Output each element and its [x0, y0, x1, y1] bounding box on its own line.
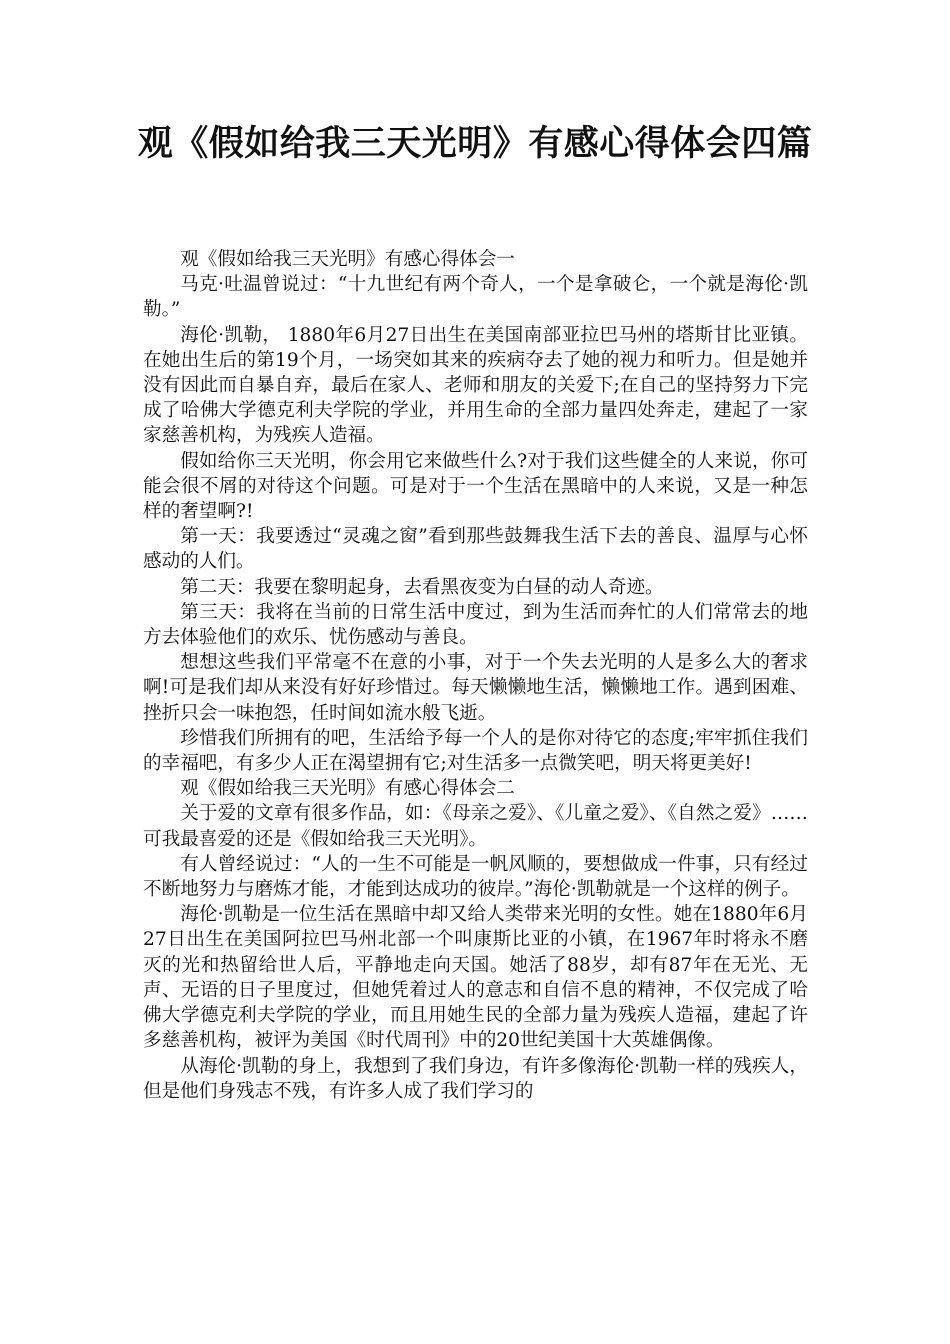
document-body: [143, 247, 808, 1104]
body-paragraph: 想想这些我们平常毫不在意的小事，对于一个失去光明的人是多么大的奢求啊!可是我们却从来没有好好珍惜过。每天懒懒地生活，懒懒地工作。遇到困难、挫折只会一味抱怨，任时间如流水般飞逝。: [143, 652, 808, 724]
body-paragraph: 珍惜我们所拥有的吧，生活给予每一个人的是你对待它的态度;牢牢抓住我们的幸福吧，有多少人正在渴望拥有它;对生活多一点微笑吧，明天将更美好!: [143, 727, 808, 775]
body-paragraph: 第一天：我要透过“灵魂之窗”看到那些鼓舞我生活下去的善良、温厚与心怀感动的人们。: [143, 526, 808, 573]
body-paragraph: 马克·吐温曾说过：“十九世纪有两个奇人，一个是拿破仑，一个就是海伦·凯勒。”: [143, 274, 808, 321]
section-heading: 观《假如给我三天光明》有感心得体会二: [180, 778, 515, 800]
body-paragraph: 有人曾经说过：“人的一生不可能是一帆风顺的，要想做成一件事，只有经过不断地努力与磨炼才能，才能到达成功的彼岸。”海伦·凯勒就是一个这样的例子。: [143, 853, 808, 901]
document-title: 观《假如给我三天光明》有感心得体会四篇: [137, 124, 813, 164]
body-paragraph: 第三天：我将在当前的日常生活中度过，到为生活而奔忙的人们常常去的地方去体验他们的欢乐、忧伤感动与善良。: [143, 601, 808, 649]
body-paragraph: 海伦·凯勒， 1880年6月27日出生在美国南部亚拉巴马州的塔斯甘比亚镇。在她出生后的第19个月，一场突如其来的疾病夺去了她的视力和听力。但是她并没有因此而自暴自弃，最后在家人、老师和朋友的关爱下;在自己的坚持努力下完成了哈佛大学德克利夫学院的学业，并用生命的全部力量四处奔走，建起了一家家慈善机构，为残疾人造福。: [143, 324, 808, 447]
section-heading: 观《假如给我三天光明》有感心得体会一: [180, 249, 515, 270]
body-paragraph: 第二天：我要在黎明起身，去看黑夜变为白昼的动人奇迹。: [180, 576, 664, 598]
body-paragraph: 从海伦·凯勒的身上，我想到了我们身边，有许多像海伦·凯勒一样的残疾人，但是他们身残志不残，有许多人成了我们学习的: [143, 1055, 808, 1102]
body-paragraph: 海伦·凯勒是一位生活在黑暗中却又给人类带来光明的女性。她在1880年6月27日出生在美国阿拉巴马州北部一个叫康斯比亚的小镇，在1967年时将永不磨灭的光和热留给世人后，平静地走向天国。她活了88岁，却有87年在无光、无声、无语的日子里度过，但她凭着过人的意志和自信不息的精神，不仅完成了哈佛大学德克利夫学院的学业，而且用她生民的全部力量为残疾人造福，建起了许多慈善机构，被评为美国《时代周刊》中的20世纪美国十大英雄偶像。: [143, 904, 808, 1052]
body-paragraph: 假如给你三天光明，你会用它来做些什么?对于我们这些健全的人来说，你可能会很不屑的对待这个问题。可是对于一个生活在黑暗中的人来说，又是一种怎样的奢望啊?!: [143, 450, 808, 523]
body-paragraph: 关于爱的文章有很多作品，如：《母亲之爱》、《儿童之爱》、《自然之爱》……可我最喜爱的还是《假如给我三天光明》。: [143, 803, 808, 850]
